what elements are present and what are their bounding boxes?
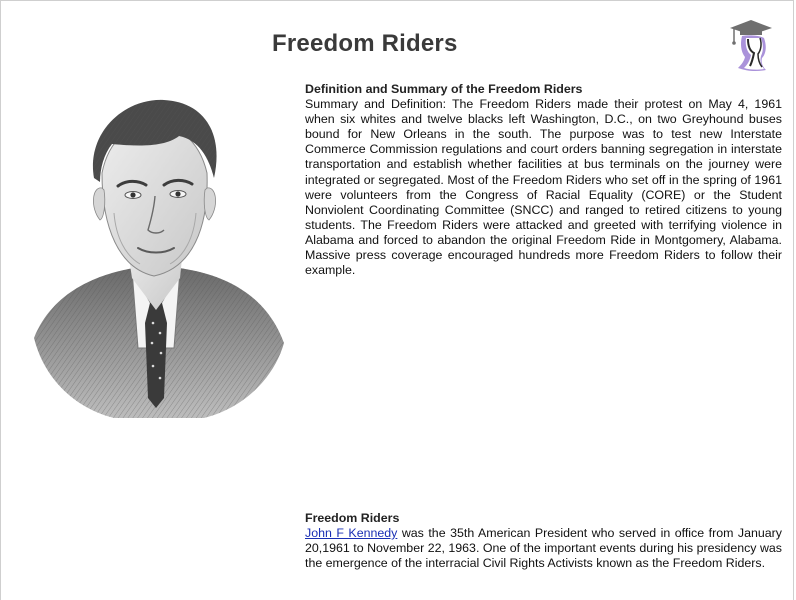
- john-f-kennedy-link[interactable]: John F Kennedy: [305, 526, 398, 541]
- definition-section: [305, 82, 782, 278]
- graduate-silhouette-icon[interactable]: [726, 16, 776, 76]
- section-body: Summary and Definition: The Freedom Riders made their protest on May 4, 1961 when six whites and twelve blacks left Washington, D.C., on two Greyhound buses bound for New Orleans in the south. The purpose was to test new Interstate Commerce Commission regulations and court orders banning segregation in interstate transportation and establish whether facilities at bus terminals on the journey were integrated or segregated. Most of the Freedom Riders who set off in the spring of 1961 were volunteers from the Congress of Racial Equality (CORE) or the Student Nonviolent Coordinating Committee (SNCC) and ranged to retired citizens to young students. The Freedom Riders were attacked and greeted with terrifying violence in Alabama and forced to abandon the original Freedom Ride in Montgomery, Alabama. Massive press coverage encouraged hundreds more Freedom Riders to follow their example.: [305, 97, 782, 278]
- section-body-text: was the 35th American President who served in office from January 20,1961 to November 22, 1963. One of the important events during his presidency was the emergence of the interracial Civil Rights Activists known as the Freedom Riders.: [305, 526, 782, 571]
- section-body: [305, 526, 782, 571]
- section-heading: Definition and Summary of the Freedom Riders: [305, 82, 583, 96]
- kennedy-section: [305, 511, 782, 571]
- jfk-portrait-sketch: [14, 78, 298, 423]
- page-title: Freedom Riders: [272, 30, 458, 57]
- section-heading: Freedom Riders: [305, 511, 400, 525]
